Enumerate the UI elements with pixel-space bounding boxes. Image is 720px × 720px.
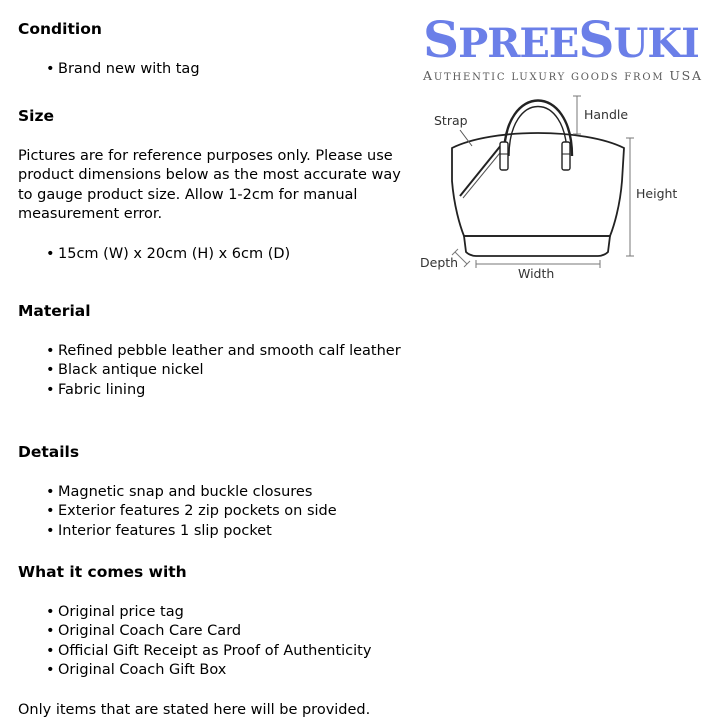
size-list [18,245,418,265]
list-item: • Official Gift Receipt as Proof of Authenticity [58,642,418,662]
bag-dimensions-diagram [412,86,712,286]
list-item: • Interior features 1 slip pocket [58,522,418,542]
condition-list [18,60,418,80]
list-item: • Original price tag [58,603,418,623]
handle-label: Handle [584,107,629,122]
logo-brand: SPREESUKI [423,10,699,69]
list-item: • Original Coach Care Card [58,622,418,642]
list-item: • 15cm (W) x 20cm (H) x 6cm (D) [58,245,418,265]
condition-heading: Condition [18,20,102,38]
list-item: • Refined pebble leather and smooth calf leather [58,342,418,362]
list-item: • Exterior features 2 zip pockets on side [58,502,418,522]
product-description [18,0,418,720]
list-item: • Brand new with tag [58,60,418,80]
details-list [18,483,418,542]
strap-label: Strap [434,113,468,128]
list-item: • Magnetic snap and buckle closures [58,483,418,503]
spreesuki-logo [423,10,718,83]
depth-label: Depth [420,255,459,270]
height-label: Height [636,186,678,201]
details-heading: Details [18,443,80,461]
comes-with-heading: What it comes with [18,563,187,581]
list-item: • Original Coach Gift Box [58,661,418,681]
comes-with-list [18,603,418,681]
material-list [18,342,418,401]
material-heading: Material [18,302,91,320]
logo-tagline: AUTHENTIC LUXURY GOODS FROM USA [423,68,703,83]
footer-note: Only items that are stated here will be provided. [18,701,371,718]
size-heading: Size [18,107,55,125]
list-item: • Black antique nickel [58,361,418,381]
size-description: Pictures are for reference purposes only. Please use product dimensions below as the most accurate way to gauge product size. Allow 1-2cm for manual measurement error. [18,147,401,222]
width-label: Width [518,266,555,281]
list-item: • Fabric lining [58,381,418,401]
